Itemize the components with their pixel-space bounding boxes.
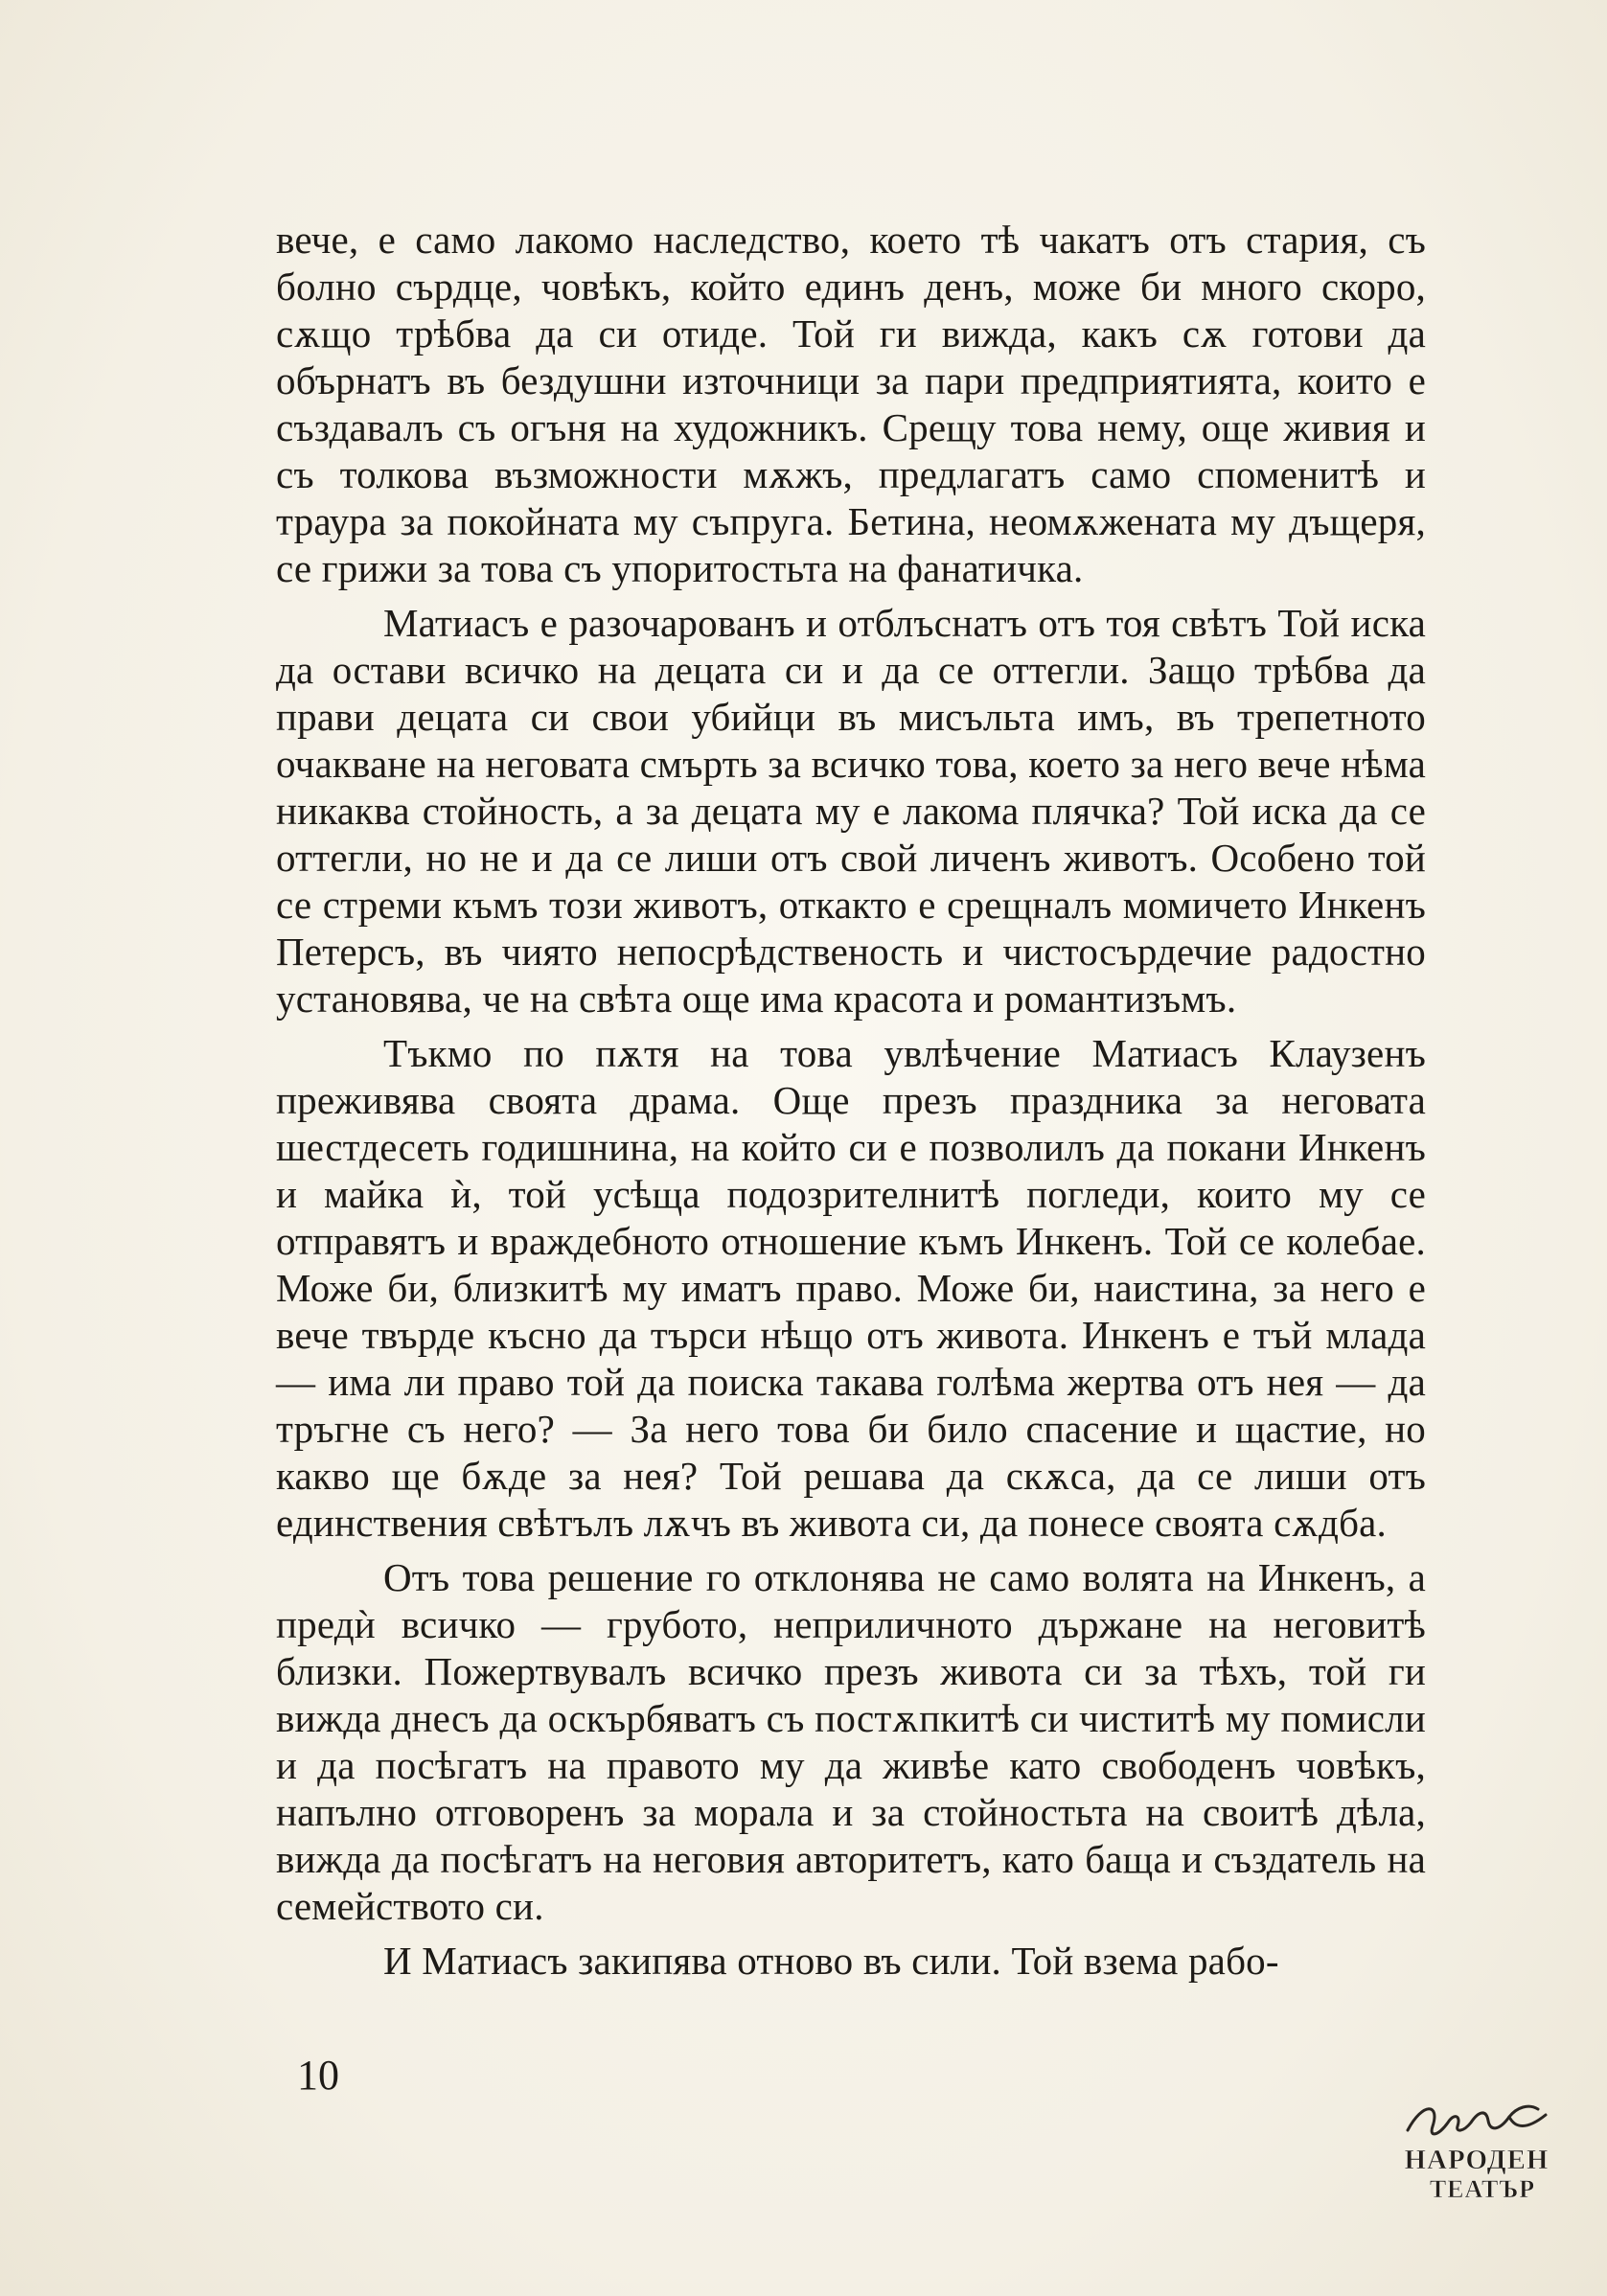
body-text — [276, 217, 1426, 1985]
svg-text:ТЕАТЪР: ТЕАТЪР — [1429, 2175, 1536, 2203]
paragraph-2: Матиасъ е разочарованъ и отблъснатъ отъ тоя свѣтъ Той иска да остави всичко на децата си и да се оттегли. Защо трѣбва да прави децата си свои убийци въ мисъльта имъ, въ трепетното очакване на неговата смърть за всичко това, което за него вече нѣма никаква стойность, а за децата му е лакома плячка? Той иска да се оттегли, но не и да се лиши отъ свой личенъ животъ. Особено той се стреми къмъ този животъ, откакто е срещналъ момичето Инкенъ Петерсъ, въ чиято непосрѣдственость и чистосърдечие радостно установява, че на свѣта още има красота и романтизъмъ. — [276, 601, 1426, 1021]
paragraph-1: вече, е само лакомо наследство, което тѣ чакатъ отъ стария, съ болно сърдце, човѣкъ, който единъ денъ, може би много скоро, сѫщо трѣбва да си отиде. Той ги вижда, какъ сѫ готови да обърнатъ въ бездушни източници за пари предприятията, които е създавалъ съ огъня на художникъ. Срещу това нему, още живия и съ толкова възможности мѫжъ, предлагатъ само споменитѣ и траура за покойната му съпруга. Бетина, неомѫжената му дъщеря, се грижи за това съ упоритостьта на фанатичка. — [276, 218, 1426, 590]
theatre-stamp-logo — [1394, 2094, 1559, 2209]
paragraph-5: И Матиасъ закипява отново въ сили. Той взема рабо- — [383, 1939, 1279, 1983]
svg-text:НАРОДЕН: НАРОДЕН — [1404, 2145, 1550, 2175]
paragraph-4: Отъ това решение го отклонява не само волята на Инкенъ, а предѝ всичко — грубото, неприличното държане на неговитѣ близки. Пожертвувалъ всичко презъ живота си за тѣхъ, той ги вижда днесъ да оскърбяватъ съ постѫпкитѣ си чиститѣ му помисли и да посѣгатъ на правото му да живѣе като свободенъ човѣкъ, напълно отговоренъ за морала и за стойностьта на своитѣ дѣла, вижда да посѣгатъ на неговия авторитетъ, като баща и създатель на семейството си. — [276, 1555, 1426, 1928]
paragraph-3: Тъкмо по пѫтя на това увлѣчение Матиасъ Клаузенъ преживява своята драма. Още презъ праздника за неговата шестдесеть годишнина, на който си е позволилъ да покани Инкенъ и майка ѝ, той усѣща подозрителнитѣ погледи, които му се отправятъ и враждебното отношение къмъ Инкенъ. Той се колебае. Може би, близкитѣ му иматъ право. Може би, наистина, за него е вече твърде късно да търси нѣщо отъ живота. Инкенъ е тъй млада — има ли право той да поиска такава голѣма жертва отъ нея — да тръгне съ него? — За него това би било спасение и щастие, но какво ще бѫде за нея? Той решава да скѫса, да се лиши отъ единствения свѣтълъ лѫчъ въ живота си, да понесе своята сѫдба. — [276, 1031, 1426, 1545]
page-number: 10 — [297, 2052, 339, 2099]
